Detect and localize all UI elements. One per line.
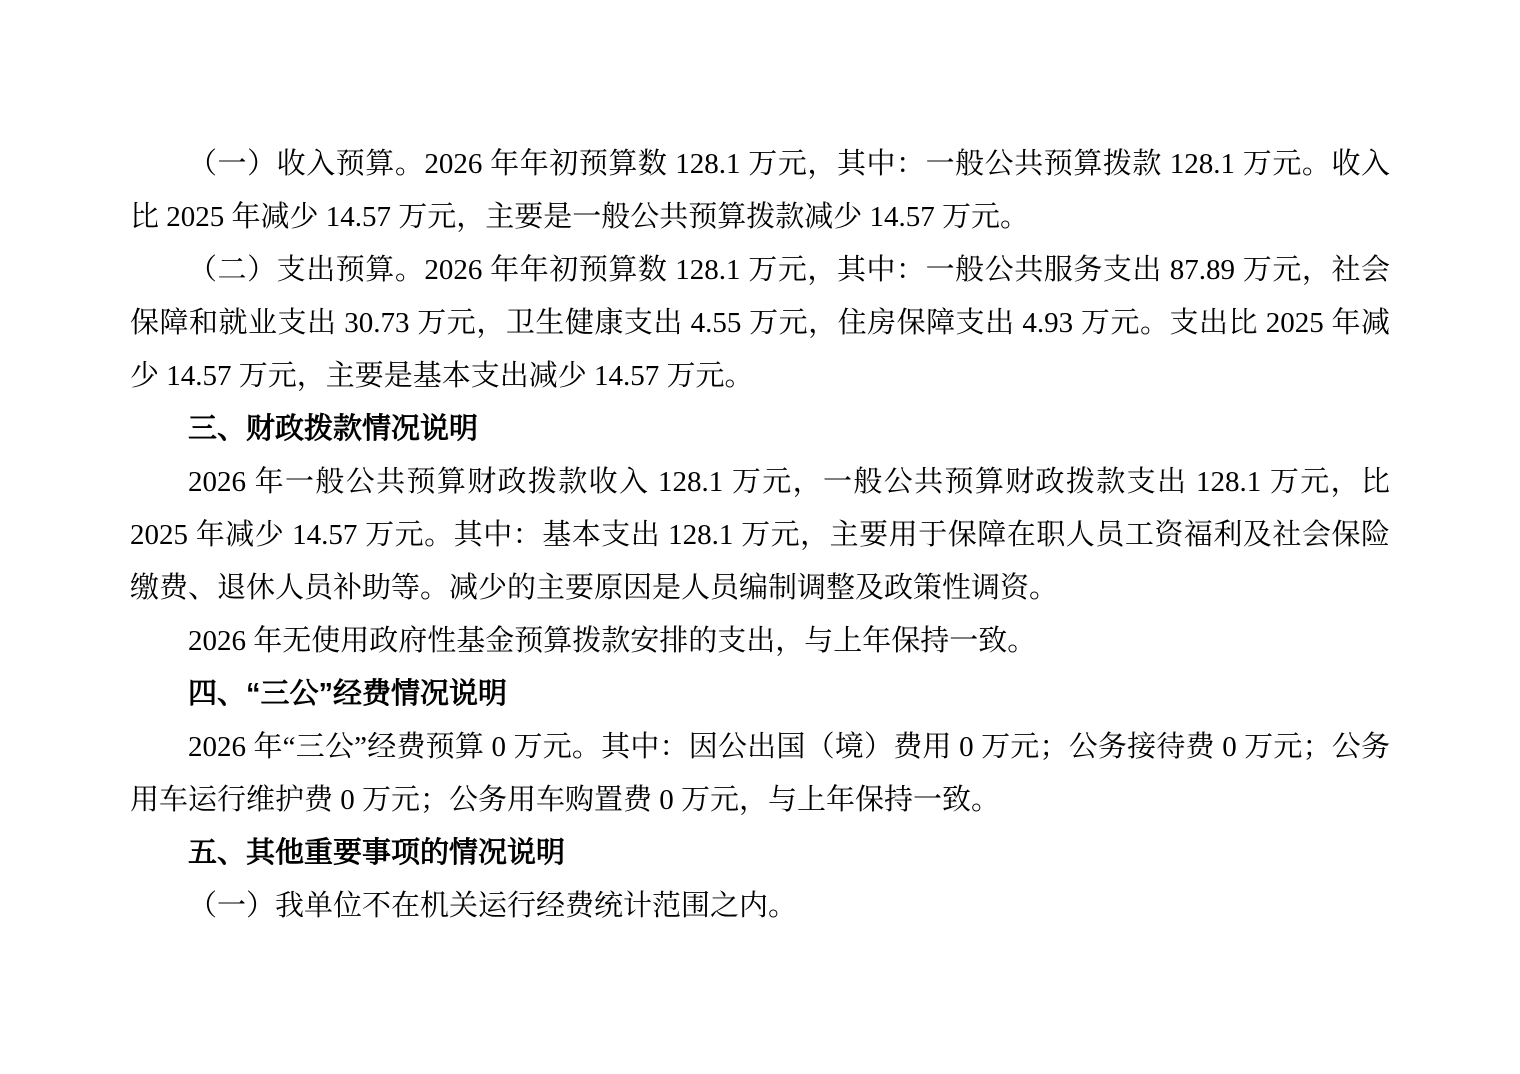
heading-fiscal-appropriation: 三、财政拨款情况说明 bbox=[188, 413, 479, 445]
heading-three-public-expenses: 四、“三公”经费情况说明 bbox=[188, 678, 508, 710]
paragraph-agency-operating-expense-note: （一）我单位不在机关运行经费统计范围之内。 bbox=[188, 890, 798, 922]
paragraph-government-fund: 2026 年无使用政府性基金预算拨款安排的支出，与上年保持一致。 bbox=[188, 625, 1037, 657]
paragraph-fiscal-appropriation-detail: 2026 年一般公共预算财政拨款收入 128.1 万元，一般公共预算财政拨款支出 128.1 万元，比 2025 年减少 14.57 万元。其中：基本支出 128.1 万元，主要用于保障在职人员工资福利及社会保险缴费、退休人员补助等。减少的主要原因是人员编制调整及政策性调资。 bbox=[130, 466, 1390, 604]
paragraph-three-public-expenses-detail: 2026 年“三公”经费预算 0 万元。其中：因公出国（境）费用 0 万元；公务接待费 0 万元；公务用车运行维护费 0 万元；公务用车购置费 0 万元，与上年保持一致。 bbox=[130, 731, 1390, 816]
heading-other-important-matters: 五、其他重要事项的情况说明 bbox=[188, 837, 566, 869]
paragraph-income-budget: （一）收入预算。2026 年年初预算数 128.1 万元，其中：一般公共预算拨款 128.1 万元。收入比 2025 年减少 14.57 万元，主要是一般公共预算拨款减少 14.57 万元。 bbox=[130, 148, 1390, 233]
paragraph-expenditure-budget: （二）支出预算。2026 年年初预算数 128.1 万元，其中：一般公共服务支出 87.89 万元，社会保障和就业支出 30.73 万元，卫生健康支出 4.55 万元，住房保障支出 4.93 万元。支出比 2025 年减少 14.57 万元，主要是基本支出减少 14.57 万元。 bbox=[130, 254, 1390, 392]
